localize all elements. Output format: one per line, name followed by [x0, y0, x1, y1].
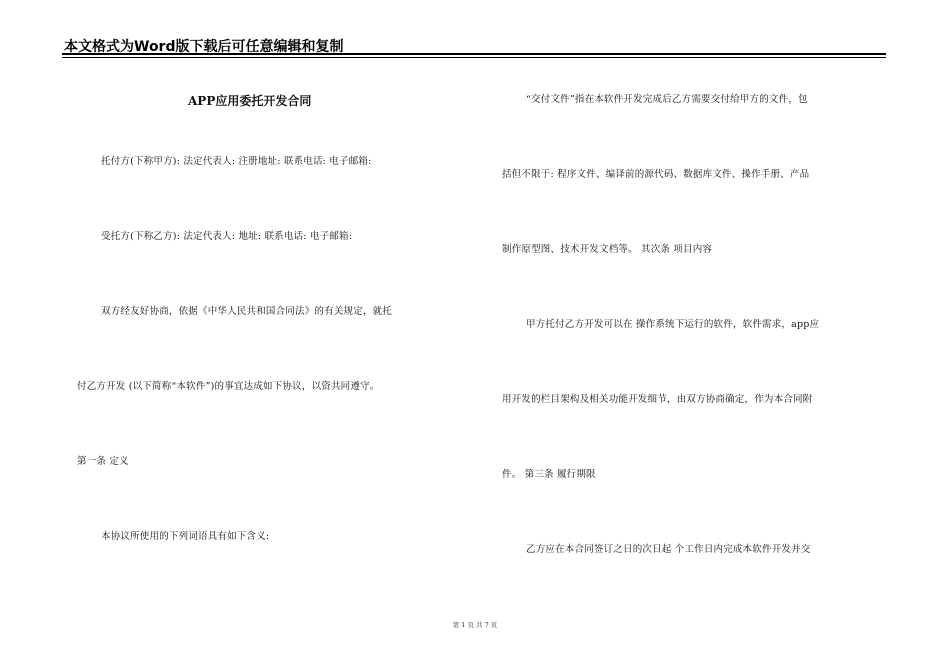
right-line-delivery-docs-cont: 括但不限于: 程序文件、编译前的源代码、数据库文件、操作手册、产品 — [502, 169, 810, 180]
document-title: APP应用委托开发合同 — [188, 94, 312, 108]
right-line-project-content-cont: 用开发的栏目架构及相关功能开发细节，由双方协商确定，作为本合同附 — [502, 394, 813, 405]
left-line-definitions: 本协议所使用的下列词语具有如下含义: — [101, 531, 270, 542]
left-line-negotiation-cont: 付乙方开发 (以下简称“本软件”)的事宜达成如下协议，以资共同遵守。 — [77, 381, 380, 392]
left-line-party-b: 受托方(下称乙方): 法定代表人: 地址: 联系电话: 电子邮箱: — [101, 231, 353, 242]
right-line-delivery-docs: “交付文件”指在本软件开发完成后乙方需要交付给甲方的文件，包 — [526, 94, 808, 105]
header-divider — [62, 53, 886, 55]
page-footer-number: 第 1 页 共 7 页 — [452, 621, 498, 629]
left-line-party-a: 托付方(下称甲方): 法定代表人: 注册地址: 联系电话: 电子邮箱: — [101, 156, 372, 167]
page-header-text: 本文格式为Word版下载后可任意编辑和复制 — [64, 39, 344, 55]
right-line-article-2-heading: 制作原型图、技术开发文档等。 其次条 项目内容 — [502, 244, 713, 255]
right-line-project-content: 甲方托付乙方开发可以在 操作系统下运行的软件，软件需求，app应 — [526, 319, 820, 330]
right-line-article-3-heading: 件。 第三条 履行期限 — [502, 469, 596, 480]
right-line-performance-period: 乙方应在本合同签订之日的次日起 个工作日内完成本软件开发并交 — [526, 544, 811, 555]
header-divider-thin — [62, 57, 886, 58]
left-line-article-1-heading: 第一条 定义 — [77, 456, 129, 467]
left-line-negotiation: 双方经友好协商，依据《中华人民共和国合同法》的有关规定，就托 — [101, 306, 393, 317]
